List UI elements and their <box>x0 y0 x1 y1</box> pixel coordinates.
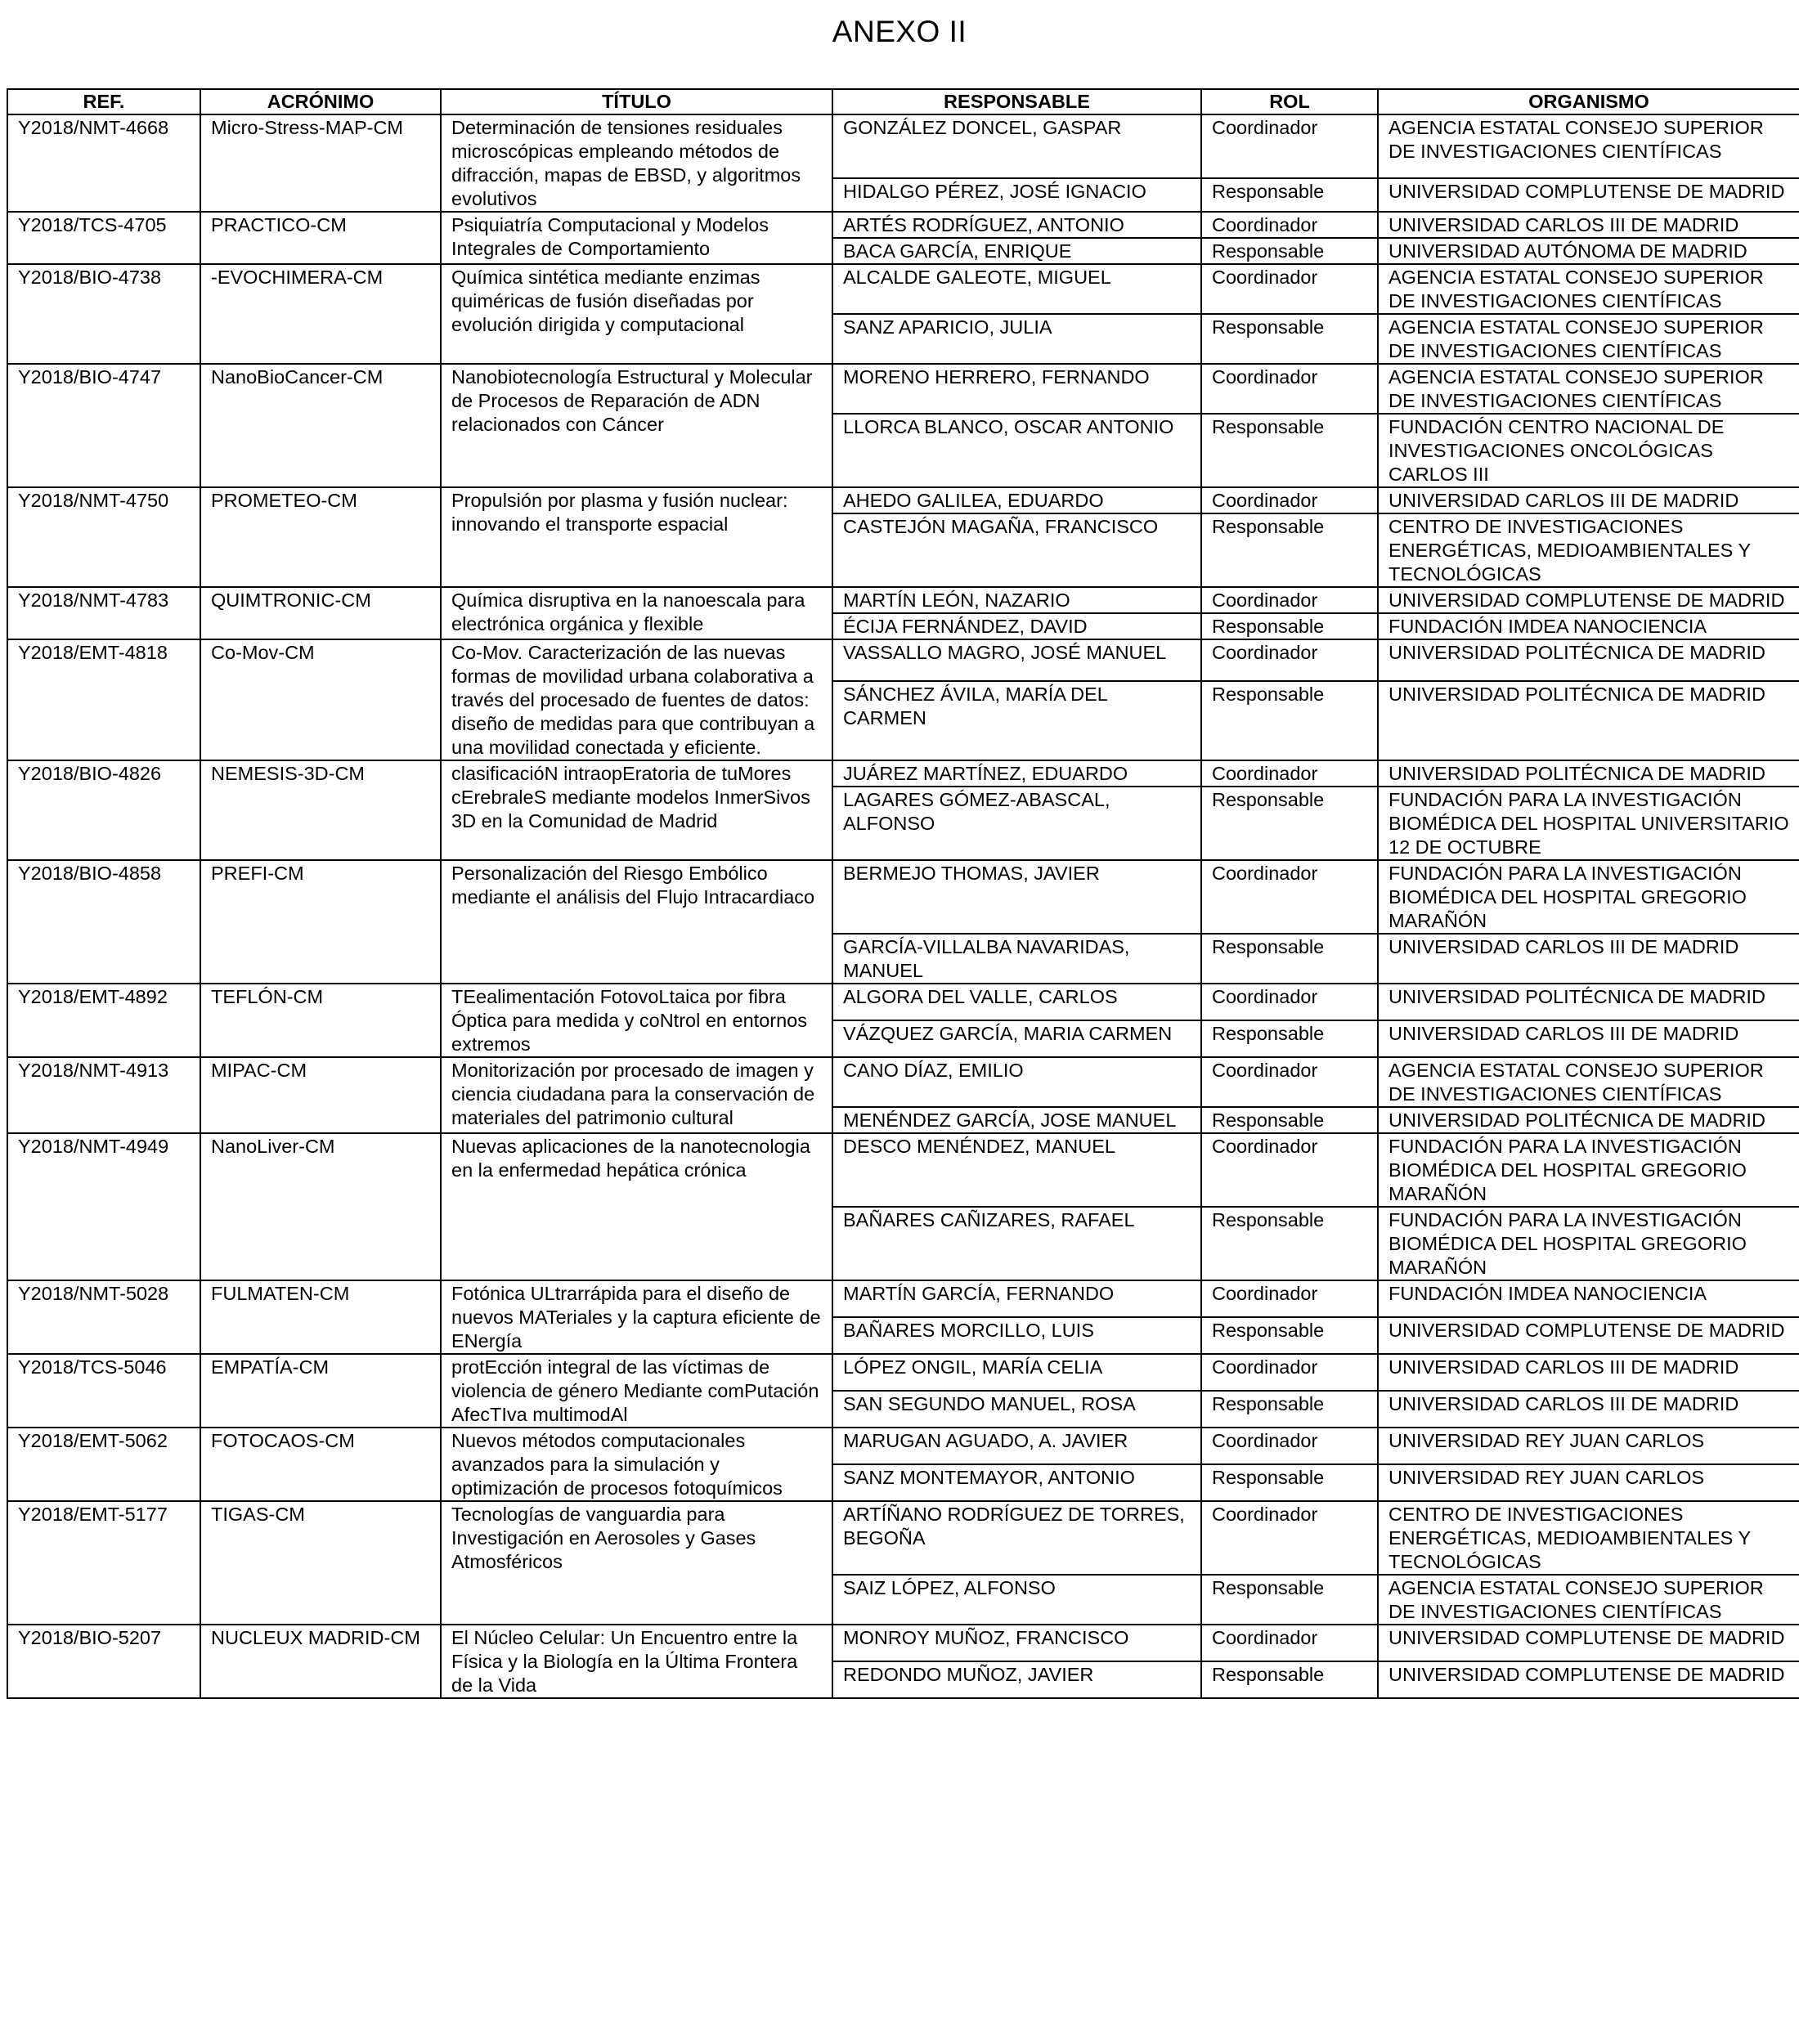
responsible-organization: UNIVERSIDAD POLITÉCNICA DE MADRID <box>1378 760 1799 787</box>
responsible-organization: UNIVERSIDAD CARLOS III DE MADRID <box>1378 1391 1799 1428</box>
responsible-role: Coordinador <box>1201 264 1378 314</box>
responsible-role: Responsable <box>1201 1207 1378 1280</box>
responsible-role: Coordinador <box>1201 587 1378 613</box>
responsible-role: Coordinador <box>1201 1280 1378 1317</box>
header-organization: ORGANISMO <box>1378 89 1799 114</box>
responsible-organization: UNIVERSIDAD COMPLUTENSE DE MADRID <box>1378 1317 1799 1354</box>
responsible-role: Responsable <box>1201 1317 1378 1354</box>
project-ref: Y2018/NMT-4750 <box>7 487 200 587</box>
project-ref: Y2018/EMT-4892 <box>7 984 200 1057</box>
responsible-organization: AGENCIA ESTATAL CONSEJO SUPERIOR DE INVESTIGACIONES CIENTÍFICAS <box>1378 1057 1799 1107</box>
project-ref: Y2018/TCS-5046 <box>7 1354 200 1428</box>
project-ref: Y2018/EMT-5177 <box>7 1501 200 1625</box>
project-title: Nanobiotecnología Estructural y Molecular de Procesos de Reparación de ADN relacionados con Cáncer <box>441 364 832 487</box>
project-ref: Y2018/EMT-4818 <box>7 639 200 760</box>
responsible-role: Responsable <box>1201 1391 1378 1428</box>
responsible-organization: AGENCIA ESTATAL CONSEJO SUPERIOR DE INVESTIGACIONES CIENTÍFICAS <box>1378 114 1799 178</box>
table-row <box>7 984 1799 1020</box>
project-title: Química disruptiva en la nanoescala para electrónica orgánica y flexible <box>441 587 832 639</box>
responsible-role: Responsable <box>1201 1661 1378 1698</box>
responsible-organization: UNIVERSIDAD CARLOS III DE MADRID <box>1378 1020 1799 1057</box>
responsible-organization: AGENCIA ESTATAL CONSEJO SUPERIOR DE INVESTIGACIONES CIENTÍFICAS <box>1378 314 1799 364</box>
responsible-role: Coordinador <box>1201 114 1378 178</box>
responsible-role: Responsable <box>1201 414 1378 487</box>
responsible-role: Coordinador <box>1201 487 1378 513</box>
project-acronym: FULMATEN-CM <box>200 1280 441 1354</box>
project-ref: Y2018/TCS-4705 <box>7 212 200 264</box>
project-title: Co-Mov. Caracterización de las nuevas formas de movilidad urbana colaborativa a través del procesado de fuentes de datos: diseño de medidas para que contribuyan a una movilidad conectada y eficiente. <box>441 639 832 760</box>
responsible-organization: CENTRO DE INVESTIGACIONES ENERGÉTICAS, MEDIOAMBIENTALES Y TECNOLÓGICAS <box>1378 1501 1799 1575</box>
responsible-name: AHEDO GALILEA, EDUARDO <box>832 487 1201 513</box>
responsible-role: Responsable <box>1201 314 1378 364</box>
responsible-name: DESCO MENÉNDEZ, MANUEL <box>832 1133 1201 1207</box>
project-acronym: TEFLÓN-CM <box>200 984 441 1057</box>
responsible-role: Responsable <box>1201 238 1378 264</box>
table-row <box>7 1428 1799 1464</box>
project-title: Nuevas aplicaciones de la nanotecnologia en la enfermedad hepática crónica <box>441 1133 832 1280</box>
responsible-role: Coordinador <box>1201 212 1378 238</box>
project-title: protEcción integral de las víctimas de violencia de género Mediante comPutación AfecTIva multimodAl <box>441 1354 832 1428</box>
table-row <box>7 364 1799 414</box>
project-title: Determinación de tensiones residuales microscópicas empleando métodos de difracción, mapas de EBSD, y algoritmos evolutivos <box>441 114 832 212</box>
responsible-organization: UNIVERSIDAD CARLOS III DE MADRID <box>1378 1354 1799 1391</box>
responsible-role: Responsable <box>1201 1575 1378 1625</box>
table-row <box>7 1354 1799 1391</box>
project-ref: Y2018/NMT-4668 <box>7 114 200 212</box>
responsible-name: REDONDO MUÑOZ, JAVIER <box>832 1661 1201 1698</box>
page-title: ANEXO II <box>832 15 967 48</box>
project-acronym: FOTOCAOS-CM <box>200 1428 441 1501</box>
responsible-name: ALCALDE GALEOTE, MIGUEL <box>832 264 1201 314</box>
responsible-name: SANZ MONTEMAYOR, ANTONIO <box>832 1464 1201 1501</box>
table-row <box>7 212 1799 238</box>
project-acronym: TIGAS-CM <box>200 1501 441 1625</box>
project-acronym: PREFI-CM <box>200 860 441 984</box>
responsible-name: JUÁREZ MARTÍNEZ, EDUARDO <box>832 760 1201 787</box>
responsible-name: MARTÍN LEÓN, NAZARIO <box>832 587 1201 613</box>
responsible-name: ALGORA DEL VALLE, CARLOS <box>832 984 1201 1020</box>
responsible-organization: UNIVERSIDAD COMPLUTENSE DE MADRID <box>1378 178 1799 212</box>
responsible-name: MENÉNDEZ GARCÍA, JOSE MANUEL <box>832 1107 1201 1133</box>
responsible-name: ÉCIJA FERNÁNDEZ, DAVID <box>832 613 1201 639</box>
responsible-role: Coordinador <box>1201 1625 1378 1661</box>
responsible-organization: UNIVERSIDAD COMPLUTENSE DE MADRID <box>1378 1661 1799 1698</box>
table-row <box>7 1057 1799 1107</box>
header-row <box>7 89 1799 114</box>
project-ref: Y2018/BIO-4826 <box>7 760 200 860</box>
responsible-role: Coordinador <box>1201 1428 1378 1464</box>
responsible-name: GONZÁLEZ DONCEL, GASPAR <box>832 114 1201 178</box>
project-title: TEealimentación FotovoLtaica por fibra Óptica para medida y coNtrol en entornos extremos <box>441 984 832 1057</box>
table-row <box>7 760 1799 787</box>
responsible-role: Coordinador <box>1201 860 1378 934</box>
project-ref: Y2018/BIO-5207 <box>7 1625 200 1698</box>
responsible-organization: UNIVERSIDAD CARLOS III DE MADRID <box>1378 934 1799 984</box>
responsible-role: Coordinador <box>1201 639 1378 681</box>
responsible-role: Responsable <box>1201 1464 1378 1501</box>
table-row <box>7 587 1799 613</box>
table-row <box>7 1501 1799 1575</box>
responsible-name: LLORCA BLANCO, OSCAR ANTONIO <box>832 414 1201 487</box>
responsible-name: CANO DÍAZ, EMILIO <box>832 1057 1201 1107</box>
project-ref: Y2018/BIO-4738 <box>7 264 200 364</box>
responsible-organization: FUNDACIÓN PARA LA INVESTIGACIÓN BIOMÉDICA DEL HOSPITAL GREGORIO MARAÑÓN <box>1378 1133 1799 1207</box>
project-title: Tecnologías de vanguardia para Investigación en Aerosoles y Gases Atmosféricos <box>441 1501 832 1625</box>
responsible-name: HIDALGO PÉREZ, JOSÉ IGNACIO <box>832 178 1201 212</box>
project-title: Química sintética mediante enzimas quiméricas de fusión diseñadas por evolución dirigida y computacional <box>441 264 832 364</box>
project-title: Propulsión por plasma y fusión nuclear: innovando el transporte espacial <box>441 487 832 587</box>
project-acronym: Co-Mov-CM <box>200 639 441 760</box>
responsible-organization: UNIVERSIDAD POLITÉCNICA DE MADRID <box>1378 1107 1799 1133</box>
header-ref: REF. <box>7 89 200 114</box>
project-ref: Y2018/NMT-5028 <box>7 1280 200 1354</box>
responsible-role: Responsable <box>1201 613 1378 639</box>
table-row <box>7 639 1799 681</box>
table-row <box>7 114 1799 178</box>
responsible-name: MARTÍN GARCÍA, FERNANDO <box>832 1280 1201 1317</box>
responsible-organization: FUNDACIÓN PARA LA INVESTIGACIÓN BIOMÉDICA DEL HOSPITAL GREGORIO MARAÑÓN <box>1378 1207 1799 1280</box>
header-acronym: ACRÓNIMO <box>200 89 441 114</box>
responsible-organization: UNIVERSIDAD CARLOS III DE MADRID <box>1378 212 1799 238</box>
responsible-organization: CENTRO DE INVESTIGACIONES ENERGÉTICAS, MEDIOAMBIENTALES Y TECNOLÓGICAS <box>1378 513 1799 587</box>
project-acronym: NanoBioCancer-CM <box>200 364 441 487</box>
responsible-role: Responsable <box>1201 787 1378 860</box>
project-acronym: NUCLEUX MADRID-CM <box>200 1625 441 1698</box>
table-row <box>7 264 1799 314</box>
responsible-name: SÁNCHEZ ÁVILA, MARÍA DEL CARMEN <box>832 681 1201 760</box>
responsible-organization: UNIVERSIDAD CARLOS III DE MADRID <box>1378 487 1799 513</box>
responsible-name: MONROY MUÑOZ, FRANCISCO <box>832 1625 1201 1661</box>
responsible-organization: FUNDACIÓN IMDEA NANOCIENCIA <box>1378 613 1799 639</box>
table-row <box>7 1280 1799 1317</box>
responsible-name: ARTÉS RODRÍGUEZ, ANTONIO <box>832 212 1201 238</box>
responsible-name: LAGARES GÓMEZ-ABASCAL, ALFONSO <box>832 787 1201 860</box>
responsible-name: GARCÍA-VILLALBA NAVARIDAS, MANUEL <box>832 934 1201 984</box>
responsible-name: MARUGAN AGUADO, A. JAVIER <box>832 1428 1201 1464</box>
table-row <box>7 1625 1799 1661</box>
responsible-role: Coordinador <box>1201 1057 1378 1107</box>
responsible-name: SAN SEGUNDO MANUEL, ROSA <box>832 1391 1201 1428</box>
responsible-organization: UNIVERSIDAD POLITÉCNICA DE MADRID <box>1378 984 1799 1020</box>
responsible-organization: UNIVERSIDAD REY JUAN CARLOS <box>1378 1464 1799 1501</box>
project-title: Personalización del Riesgo Embólico mediante el análisis del Flujo Intracardiaco <box>441 860 832 984</box>
responsible-role: Coordinador <box>1201 1354 1378 1391</box>
header-title: TÍTULO <box>441 89 832 114</box>
header-responsible: RESPONSABLE <box>832 89 1201 114</box>
responsible-organization: UNIVERSIDAD COMPLUTENSE DE MADRID <box>1378 1625 1799 1661</box>
responsible-role: Responsable <box>1201 178 1378 212</box>
project-acronym: PRACTICO-CM <box>200 212 441 264</box>
responsible-organization: FUNDACIÓN PARA LA INVESTIGACIÓN BIOMÉDICA DEL HOSPITAL GREGORIO MARAÑÓN <box>1378 860 1799 934</box>
responsible-role: Coordinador <box>1201 984 1378 1020</box>
project-ref: Y2018/NMT-4949 <box>7 1133 200 1280</box>
header-role: ROL <box>1201 89 1378 114</box>
responsible-name: VASSALLO MAGRO, JOSÉ MANUEL <box>832 639 1201 681</box>
table-row <box>7 1133 1799 1207</box>
projects-table <box>7 88 1799 1699</box>
responsible-role: Coordinador <box>1201 364 1378 414</box>
project-acronym: QUIMTRONIC-CM <box>200 587 441 639</box>
table-row <box>7 860 1799 934</box>
project-ref: Y2018/NMT-4783 <box>7 587 200 639</box>
responsible-organization: UNIVERSIDAD POLITÉCNICA DE MADRID <box>1378 681 1799 760</box>
responsible-role: Coordinador <box>1201 1133 1378 1207</box>
project-acronym: NanoLiver-CM <box>200 1133 441 1280</box>
project-ref: Y2018/EMT-5062 <box>7 1428 200 1501</box>
responsible-organization: AGENCIA ESTATAL CONSEJO SUPERIOR DE INVESTIGACIONES CIENTÍFICAS <box>1378 364 1799 414</box>
project-ref: Y2018/BIO-4747 <box>7 364 200 487</box>
responsible-name: VÁZQUEZ GARCÍA, MARIA CARMEN <box>832 1020 1201 1057</box>
responsible-organization: UNIVERSIDAD REY JUAN CARLOS <box>1378 1428 1799 1464</box>
project-title: clasificacióN intraopEratoria de tuMores cErebraleS mediante modelos InmerSivos 3D en la Comunidad de Madrid <box>441 760 832 860</box>
project-title: El Núcleo Celular: Un Encuentro entre la Física y la Biología en la Última Frontera de la Vida <box>441 1625 832 1698</box>
project-acronym: NEMESIS-3D-CM <box>200 760 441 860</box>
responsible-name: LÓPEZ ONGIL, MARÍA CELIA <box>832 1354 1201 1391</box>
responsible-name: ARTÍÑANO RODRÍGUEZ DE TORRES, BEGOÑA <box>832 1501 1201 1575</box>
responsible-name: BERMEJO THOMAS, JAVIER <box>832 860 1201 934</box>
responsible-organization: AGENCIA ESTATAL CONSEJO SUPERIOR DE INVESTIGACIONES CIENTÍFICAS <box>1378 264 1799 314</box>
project-title: Nuevos métodos computacionales avanzados para la simulación y optimización de procesos fotoquímicos <box>441 1428 832 1501</box>
responsible-name: MORENO HERRERO, FERNANDO <box>832 364 1201 414</box>
responsible-organization: UNIVERSIDAD COMPLUTENSE DE MADRID <box>1378 587 1799 613</box>
project-ref: Y2018/NMT-4913 <box>7 1057 200 1133</box>
project-ref: Y2018/BIO-4858 <box>7 860 200 984</box>
responsible-organization: FUNDACIÓN PARA LA INVESTIGACIÓN BIOMÉDICA DEL HOSPITAL UNIVERSITARIO 12 DE OCTUBRE <box>1378 787 1799 860</box>
responsible-role: Responsable <box>1201 1020 1378 1057</box>
responsible-organization: UNIVERSIDAD POLITÉCNICA DE MADRID <box>1378 639 1799 681</box>
responsible-organization: FUNDACIÓN CENTRO NACIONAL DE INVESTIGACIONES ONCOLÓGICAS CARLOS III <box>1378 414 1799 487</box>
responsible-organization: AGENCIA ESTATAL CONSEJO SUPERIOR DE INVESTIGACIONES CIENTÍFICAS <box>1378 1575 1799 1625</box>
responsible-role: Coordinador <box>1201 1501 1378 1575</box>
responsible-role: Responsable <box>1201 513 1378 587</box>
responsible-role: Responsable <box>1201 1107 1378 1133</box>
responsible-role: Responsable <box>1201 681 1378 760</box>
responsible-role: Coordinador <box>1201 760 1378 787</box>
project-title: Fotónica ULtrarrápida para el diseño de nuevos MATeriales y la captura eficiente de ENergía <box>441 1280 832 1354</box>
project-acronym: MIPAC-CM <box>200 1057 441 1133</box>
responsible-name: CASTEJÓN MAGAÑA, FRANCISCO <box>832 513 1201 587</box>
responsible-name: BAÑARES CAÑIZARES, RAFAEL <box>832 1207 1201 1280</box>
responsible-name: SAIZ LÓPEZ, ALFONSO <box>832 1575 1201 1625</box>
responsible-name: SANZ APARICIO, JULIA <box>832 314 1201 364</box>
responsible-organization: FUNDACIÓN IMDEA NANOCIENCIA <box>1378 1280 1799 1317</box>
responsible-name: BAÑARES MORCILLO, LUIS <box>832 1317 1201 1354</box>
project-title: Monitorización por procesado de imagen y ciencia ciudadana para la conservación de materiales del patrimonio cultural <box>441 1057 832 1133</box>
responsible-name: BACA GARCÍA, ENRIQUE <box>832 238 1201 264</box>
table-row <box>7 487 1799 513</box>
project-title: Psiquiatría Computacional y Modelos Integrales de Comportamiento <box>441 212 832 264</box>
responsible-organization: UNIVERSIDAD AUTÓNOMA DE MADRID <box>1378 238 1799 264</box>
project-acronym: EMPATÍA-CM <box>200 1354 441 1428</box>
responsible-role: Responsable <box>1201 934 1378 984</box>
project-acronym: Micro-Stress-MAP-CM <box>200 114 441 212</box>
project-acronym: PROMETEO-CM <box>200 487 441 587</box>
project-acronym: -EVOCHIMERA-CM <box>200 264 441 364</box>
